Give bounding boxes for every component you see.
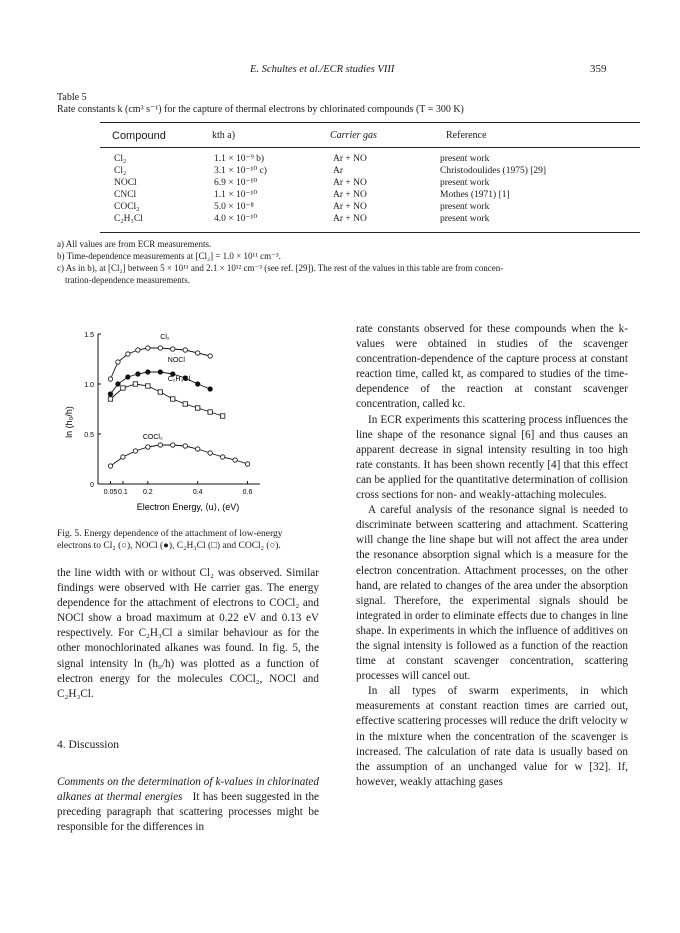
subsection-text: It has been suggested in the preceding paragraph that scattering processes might be responsible for the differences in: [57, 791, 319, 834]
table-cell: 3.1 × 10⁻¹⁰ c): [214, 166, 267, 176]
data-point: [171, 347, 175, 351]
right-paragraph: In all types of swarm experiments, in which measurements at constant reaction times are carried out, effective scattering processes will reduce the drift velocity w in the mixture when the concentration of the scavenger is increased. The calculation of rate data is usually based on the assumption of an unchanged value for w [32]. If, however, weakly attaching gases: [356, 685, 628, 788]
data-point: [146, 346, 150, 350]
x-tick-label: 0.05: [103, 489, 118, 496]
figure-caption: Fig. 5. Energy dependence of the attachment of low-energy electrons to Cl₂ (○), NOCl (●), C₂H₃Cl (□) and COCl₂ (○).: [57, 529, 283, 551]
data-point: [220, 414, 224, 418]
data-point: [133, 449, 137, 453]
y-tick-label: 1.0: [84, 382, 94, 389]
data-point: [146, 370, 150, 374]
table-caption: Rate constants k (cm³ s⁻¹) for the capture of thermal electrons by chlorinated compounds (T = 300 K): [57, 104, 464, 115]
data-point: [245, 462, 249, 466]
x-tick-label: 0.2: [142, 489, 153, 496]
series-line: [111, 445, 248, 466]
data-point: [195, 447, 199, 451]
table-header-carrier-gas: Carrier gas: [330, 130, 377, 141]
table-cell: present work: [440, 214, 490, 224]
right-paragraph: rate constants observed for these compounds when the k-values were obtained in studies of the scavenger concentration-dependence of the capture process at constant reaction time, called kt, as compared to studies of the time-dependence of the reaction at constant scavenger concentration, called kc.: [356, 323, 628, 411]
table-cell: Cl₂: [114, 166, 127, 176]
table-cell: CNCl: [114, 190, 137, 200]
data-point: [183, 402, 187, 406]
table-cell: C₂H₃Cl: [114, 214, 143, 224]
series-label: C₂H₃Cl: [167, 376, 191, 383]
series-label: Cl₂: [160, 334, 170, 341]
table-cell: Ar + NO: [333, 178, 367, 188]
x-tick-label: 0.4: [192, 489, 203, 496]
table-cell: Christodoulides (1975) [29]: [440, 166, 547, 176]
table-cell: NOCl: [114, 178, 137, 188]
data-point: [146, 445, 150, 449]
table-footnote-c-cont: tration-dependence measurements.: [65, 275, 190, 285]
energy-dependence-chart: [60, 322, 290, 512]
data-point: [158, 370, 162, 374]
table-cell: present work: [440, 202, 490, 212]
data-point: [233, 458, 237, 462]
x-axis-label: Electron Energy, ⟨u⟩, (eV): [136, 502, 240, 512]
table-cell: COCl₂: [114, 202, 140, 212]
table-cell: Ar + NO: [333, 202, 367, 212]
data-point: [108, 464, 112, 468]
table-header-rule: [100, 147, 640, 148]
table-label: Table 5: [57, 92, 87, 103]
right-paragraph: A careful analysis of the resonance signal is needed to discriminate between scattering and attachment. Scattering will change the line shape but will not affect the area under the resonance absorption signal which is a measure for the electron concentration. Attachment processes, on the other hand, are related to changes of the area under the absorption signal. Therefore, the experimental signals should be integrated in order to eliminate effects due to changes in line shape. In experiments in which the influence of additives on the signal intensity is followed as a function of the reaction time at constant scavenger concentration, scattering processes will cancel out.: [356, 504, 628, 683]
table-cell: 1.1 × 10⁻¹⁰: [214, 190, 258, 200]
x-tick-label: 0.6: [242, 489, 253, 496]
data-point: [108, 392, 112, 396]
table-top-rule: [100, 122, 640, 123]
data-point: [108, 397, 112, 401]
table-header-compound: Compound: [112, 130, 166, 142]
data-point: [208, 451, 212, 455]
table-cell: Ar: [333, 166, 344, 176]
y-tick-label: 1.5: [84, 332, 94, 339]
table-footnote-c: c) As in b), at [Cl₂] between 5 × 10¹¹ and 2.1 × 10¹² cm⁻³ (see ref. [29]). The rest of the values in this table are from concen-: [57, 263, 504, 273]
section-heading: [57, 739, 119, 751]
table-header-reference: Reference: [446, 130, 487, 141]
series-line: [111, 384, 223, 416]
data-point: [220, 455, 224, 459]
data-point: [116, 382, 120, 386]
data-point: [208, 387, 212, 391]
table-cell: Mothes (1971) [1]: [440, 190, 510, 200]
running-title: E. Schultes et al./ECR studies VIII: [250, 64, 395, 75]
data-point: [158, 390, 162, 394]
table-cell: 4.0 × 10⁻¹⁰: [214, 214, 258, 224]
y-axis-label: ln (h₀/h): [64, 406, 74, 438]
data-point: [195, 351, 199, 355]
chart-marks: [108, 334, 249, 468]
data-point: [171, 443, 175, 447]
data-point: [116, 360, 120, 364]
data-point: [146, 384, 150, 388]
subsection-title: Comments on the determination of k-values in chlorinated alkanes at thermal energies: [57, 776, 319, 804]
data-point: [158, 346, 162, 350]
right-column: [356, 322, 628, 790]
left-column: [57, 566, 319, 702]
table-cell: present work: [440, 178, 490, 188]
y-tick-label: 0.5: [84, 432, 94, 439]
series-label: COCl₂: [142, 434, 163, 441]
section-number: 4.: [57, 739, 66, 751]
data-point: [195, 382, 199, 386]
table-bottom-rule: [100, 232, 640, 233]
data-point: [195, 406, 199, 410]
table-footnote-b: b) Time-dependence measurements at [Cl₂] = 1.0 × 10¹¹ cm⁻³.: [57, 251, 281, 261]
data-point: [171, 397, 175, 401]
data-point: [183, 444, 187, 448]
table-header-kth: kth a): [212, 130, 236, 141]
right-paragraph: In ECR experiments this scattering process influences the line shape of the resonance signal [6] and thus causes an apparent decrease in signal intensity resulting in too high rate constants. It has been shown recently [4] that this effect can be applied for the quantitative determination of collision cross sections for non- and weakly-attaching molecules.: [356, 413, 628, 502]
data-point: [158, 443, 162, 447]
table-cell: Ar + NO: [333, 190, 367, 200]
table-cell: Ar + NO: [333, 154, 367, 164]
page-number: 359: [590, 63, 607, 75]
table-cell: 6.9 × 10⁻¹⁰: [214, 178, 258, 188]
series-label: NOCl: [167, 357, 185, 364]
data-point: [208, 354, 212, 358]
data-point: [121, 455, 125, 459]
table-cell: Cl₂: [114, 154, 127, 164]
left-paragraph: the line width with or without Cl₂ was observed. Similar findings were observed with He carrier gas. The energy dependence for the attachment of electrons to COCl₂ and NOCl show a broad maximum at 0.22 eV and 0.13 eV respectively. For C₂H₃Cl a similar behaviour as for the other monochlorinated alkanes was found. In fig. 5, the signal intensity ln (h₀/h) was plotted as a function of electron energy for the molecules COCl₂, NOCl and C₂H₃Cl.: [57, 567, 319, 700]
table-cell: 1.1 × 10⁻⁹ b): [214, 154, 265, 164]
data-point: [126, 352, 130, 356]
data-point: [133, 382, 137, 386]
data-point: [183, 348, 187, 352]
data-point: [136, 348, 140, 352]
section-title: Discussion: [68, 739, 119, 751]
data-point: [108, 377, 112, 381]
table-cell: Ar + NO: [333, 214, 367, 224]
data-point: [126, 375, 130, 379]
table-footnote-a: a) All values are from ECR measurements.: [57, 239, 212, 249]
data-point: [136, 372, 140, 376]
x-tick-label: 0.1: [118, 489, 128, 496]
table-cell: present work: [440, 154, 490, 164]
data-point: [121, 386, 125, 390]
subsection: [57, 775, 319, 835]
data-point: [208, 410, 212, 414]
table-cell: 5.0 × 10⁻⁸: [214, 202, 254, 212]
y-tick-label: 0: [90, 482, 94, 489]
